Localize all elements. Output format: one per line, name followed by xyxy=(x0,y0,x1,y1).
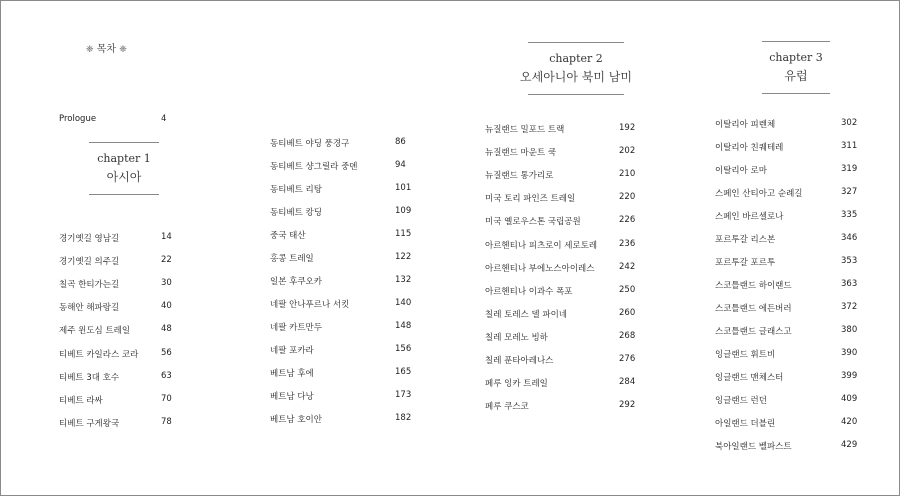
toc-entry-page: 346 xyxy=(841,233,858,243)
toc-entry-page: 122 xyxy=(395,252,412,262)
toc-entry[interactable] xyxy=(485,215,636,228)
toc-heading xyxy=(86,40,156,55)
toc-entry-page: 40 xyxy=(161,301,172,312)
toc-entry-page: 363 xyxy=(841,279,858,289)
toc-entry-page: 94 xyxy=(395,160,406,170)
toc-entry[interactable] xyxy=(715,371,858,383)
toc-entry[interactable] xyxy=(715,348,858,360)
toc-entry-page: 226 xyxy=(619,215,636,226)
toc-entry-page: 115 xyxy=(395,229,412,239)
toc-entry-title: 일본 후쿠오카 xyxy=(270,277,322,287)
chapter-title: 오세아니아 북미 남미 xyxy=(520,70,632,84)
toc-entry[interactable] xyxy=(715,279,858,291)
toc-entry-title: 이탈리아 로마 xyxy=(715,166,767,176)
toc-entry-page: 260 xyxy=(619,307,636,318)
chapter-1-header xyxy=(81,142,167,195)
prologue-page: 4 xyxy=(161,114,167,124)
toc-entry-page: 156 xyxy=(395,344,412,354)
toc-entry-page: 284 xyxy=(619,377,636,388)
toc-entry[interactable] xyxy=(715,210,858,222)
toc-entry-page: 22 xyxy=(161,255,172,266)
toc-entry-page: 86 xyxy=(395,137,406,147)
toc-entry[interactable] xyxy=(485,261,636,274)
ornament-right-icon: ❈ xyxy=(119,45,127,55)
toc-entry-title: 제주 윈도심 트레일 xyxy=(59,326,131,337)
chapter-rule-top xyxy=(89,142,159,143)
toc-entry-title: 네팔 안나푸르나 서킷 xyxy=(270,300,350,310)
toc-entry-title: 스페인 바르셀로나 xyxy=(715,212,784,222)
toc-title: 목차 xyxy=(96,44,117,55)
toc-entry[interactable] xyxy=(485,192,636,205)
toc-entry-title: 네팔 포카라 xyxy=(270,346,314,356)
toc-entry-page: 220 xyxy=(619,192,636,203)
toc-entry-page: 319 xyxy=(841,164,858,174)
chapter-label: chapter 1 xyxy=(97,152,151,165)
toc-entry-title: 뉴질랜드 마운트 쿡 xyxy=(485,148,557,159)
toc-entry[interactable] xyxy=(59,416,172,429)
toc-entry-title: 스코틀랜드 글래스고 xyxy=(715,327,792,337)
toc-entry-page: 30 xyxy=(161,278,172,289)
toc-entry[interactable] xyxy=(715,325,858,337)
toc-entry[interactable] xyxy=(270,183,412,195)
toc-entry-page: 353 xyxy=(841,256,858,266)
toc-entry[interactable] xyxy=(270,275,412,287)
toc-entry-page: 250 xyxy=(619,284,636,295)
toc-entry[interactable] xyxy=(715,187,858,199)
toc-entry-page: 409 xyxy=(841,394,858,404)
toc-entry[interactable] xyxy=(485,307,636,320)
toc-entry-page: 132 xyxy=(395,275,412,285)
toc-entry-title: 잉글랜드 런던 xyxy=(715,396,767,406)
toc-entry-title: 페루 쿠스코 xyxy=(485,402,529,413)
toc-entry-page: 173 xyxy=(395,390,412,400)
chapter-rule-bottom xyxy=(89,194,159,195)
toc-entry[interactable] xyxy=(270,367,412,379)
toc-entry[interactable] xyxy=(715,394,858,406)
toc-entry[interactable] xyxy=(485,146,636,159)
toc-entry-page: 399 xyxy=(841,371,858,381)
toc-entry-page: 78 xyxy=(161,416,172,427)
toc-entry[interactable] xyxy=(270,413,412,425)
toc-entry[interactable] xyxy=(59,255,172,268)
toc-entry-title: 뉴질랜드 통가리로 xyxy=(485,171,554,182)
chapter-title: 유럽 xyxy=(784,69,808,83)
toc-entry-page: 14 xyxy=(161,232,172,242)
toc-entry-title: 중국 태산 xyxy=(270,231,306,241)
toc-entry[interactable] xyxy=(485,377,636,390)
toc-entry-title: 베트남 후에 xyxy=(270,369,314,379)
toc-entry-page: 335 xyxy=(841,210,858,220)
toc-entry-title: 티베트 카일라스 코라 xyxy=(59,349,139,360)
toc-entry-page: 148 xyxy=(395,321,412,331)
toc-entry-title: 스페인 산티아고 순례길 xyxy=(715,189,803,199)
toc-entry[interactable] xyxy=(270,206,412,218)
toc-entry-title: 티베트 구게왕국 xyxy=(59,418,120,429)
toc-entry-page: 109 xyxy=(395,206,412,216)
toc-entry-title: 미국 토리 파인즈 트레일 xyxy=(485,194,576,205)
toc-entry-title: 이탈리아 친퀘테레 xyxy=(715,143,784,153)
toc-entry[interactable] xyxy=(59,278,172,291)
toc-entry-page: 372 xyxy=(841,302,858,312)
toc-entry-page: 292 xyxy=(619,400,636,411)
chapter-label: chapter 3 xyxy=(769,51,823,64)
toc-entry-page: 429 xyxy=(841,440,858,450)
toc-entry[interactable] xyxy=(59,393,172,406)
toc-entry[interactable] xyxy=(270,137,406,149)
toc-entry-title: 칠레 푼타아레나스 xyxy=(485,356,554,366)
toc-entry-title: 아르헨티나 피츠로이 세로토레 xyxy=(485,240,598,251)
toc-entry-page: 327 xyxy=(841,187,858,197)
toc-entry[interactable] xyxy=(485,123,636,135)
toc-entry-page: 165 xyxy=(395,367,412,377)
toc-entry-title: 북아일랜드 벨파스트 xyxy=(715,442,792,452)
chapter-rule-bottom xyxy=(762,93,830,94)
toc-entry[interactable] xyxy=(715,440,858,452)
toc-entry-title: 포르투갈 포르투 xyxy=(715,258,776,268)
toc-entry[interactable] xyxy=(485,169,636,182)
toc-entry-page: 302 xyxy=(841,118,858,128)
toc-entry-page: 268 xyxy=(619,330,636,341)
toc-entry-title: 베트남 다낭 xyxy=(270,392,314,402)
toc-entry-title: 동티베트 샹그릴라 중뎬 xyxy=(270,162,358,172)
toc-entry[interactable] xyxy=(270,252,412,264)
toc-entry[interactable] xyxy=(270,321,412,333)
toc-entry-title: 동티베트 야딩 풍경구 xyxy=(270,139,350,149)
toc-entry-title: 티베트 3대 호수 xyxy=(59,372,120,383)
toc-entry-title: 스코틀랜드 에든버러 xyxy=(715,304,792,314)
toc-entry-page: 101 xyxy=(395,183,412,193)
toc-entry-title: 포르투갈 리스본 xyxy=(715,235,776,245)
chapter-title: 아시아 xyxy=(106,170,142,184)
toc-entry[interactable] xyxy=(59,301,172,314)
toc-entry-title: 경기옛길 영남길 xyxy=(59,234,120,244)
toc-entry-title: 동해안 해파랑길 xyxy=(59,303,120,314)
toc-entry[interactable] xyxy=(485,284,636,297)
toc-entry[interactable] xyxy=(59,347,172,360)
toc-entry-title: 잉글랜드 맨체스터 xyxy=(715,373,784,383)
toc-entry[interactable] xyxy=(715,302,858,314)
toc-entry[interactable] xyxy=(270,344,412,356)
toc-entry-page: 63 xyxy=(161,370,172,381)
toc-entry-title: 이탈리아 피렌체 xyxy=(715,120,776,130)
toc-entry-title: 칠곡 한티가는길 xyxy=(59,280,120,291)
chapter-rule-bottom xyxy=(528,94,624,95)
toc-entry-title: 뉴질랜드 밀포드 트랙 xyxy=(485,125,565,135)
toc-entry-title: 아르헨티나 부에노스아이레스 xyxy=(485,263,595,274)
toc-entry-title: 경기옛길 의주길 xyxy=(59,257,120,268)
toc-entry-page: 70 xyxy=(161,393,172,404)
toc-entry[interactable] xyxy=(715,233,858,245)
toc-entry-title: 동티베트 캉딩 xyxy=(270,208,322,218)
toc-entry[interactable] xyxy=(270,390,412,402)
toc-entry[interactable] xyxy=(270,298,412,310)
toc-entry[interactable] xyxy=(485,400,636,413)
toc-entry[interactable] xyxy=(715,141,858,153)
toc-entry[interactable] xyxy=(485,238,636,251)
toc-entry[interactable] xyxy=(715,417,858,429)
chapter-label: chapter 2 xyxy=(549,52,603,65)
toc-entry-page: 210 xyxy=(619,169,636,180)
toc-entry-page: 236 xyxy=(619,238,636,249)
toc-entry[interactable] xyxy=(715,118,858,130)
toc-entry-title: 동티베트 리탕 xyxy=(270,185,322,195)
toc-entry-title: 베트남 호이안 xyxy=(270,415,322,425)
toc-entry-title: 티베트 라싸 xyxy=(59,395,103,406)
toc-entry-page: 140 xyxy=(395,298,412,308)
toc-entry-page: 380 xyxy=(841,325,858,335)
toc-entry[interactable] xyxy=(715,164,858,176)
toc-entry-title: 아일랜드 더블린 xyxy=(715,419,776,429)
prologue-label: Prologue xyxy=(59,114,97,124)
chapter-3-header xyxy=(756,41,836,94)
toc-entry-page: 48 xyxy=(161,324,172,335)
toc-entry-page: 420 xyxy=(841,417,858,427)
toc-entry-title: 미국 옐로우스톤 국립공원 xyxy=(485,217,581,228)
chapter-rule-top xyxy=(762,41,830,42)
chapter-2-header xyxy=(506,42,646,95)
prologue-entry[interactable] xyxy=(59,114,167,124)
toc-entry-title: 홍콩 트레일 xyxy=(270,254,314,264)
toc-entry-title: 스코틀랜드 하이랜드 xyxy=(715,281,792,291)
toc-entry-page: 276 xyxy=(619,354,636,364)
toc-entry-page: 202 xyxy=(619,146,636,157)
toc-entry[interactable] xyxy=(59,370,172,383)
toc-entry[interactable] xyxy=(59,232,172,244)
toc-entry-title: 페루 잉카 트레일 xyxy=(485,379,548,390)
toc-entry-page: 56 xyxy=(161,347,172,358)
toc-entry[interactable] xyxy=(270,229,412,241)
ornament-left-icon: ❈ xyxy=(86,45,94,55)
toc-entry-title: 칠레 모레노 빙하 xyxy=(485,332,548,343)
toc-entry[interactable] xyxy=(270,160,406,172)
toc-entry[interactable] xyxy=(59,324,172,337)
toc-entry[interactable] xyxy=(485,354,636,366)
toc-entry-page: 311 xyxy=(841,141,858,151)
toc-entry-page: 242 xyxy=(619,261,636,272)
toc-entry-title: 네팔 카트만두 xyxy=(270,323,322,333)
chapter-rule-top xyxy=(528,42,624,43)
toc-entry[interactable] xyxy=(485,330,636,343)
toc-entry-page: 182 xyxy=(395,413,412,423)
toc-entry[interactable] xyxy=(715,256,858,268)
toc-entry-title: 아르헨티나 이과수 폭포 xyxy=(485,286,573,297)
toc-entry-title: 칠레 토레스 델 파이네 xyxy=(485,309,568,320)
toc-entry-title: 잉글랜드 휘트비 xyxy=(715,350,776,360)
toc-entry-page: 192 xyxy=(619,123,636,133)
toc-entry-page: 390 xyxy=(841,348,858,358)
